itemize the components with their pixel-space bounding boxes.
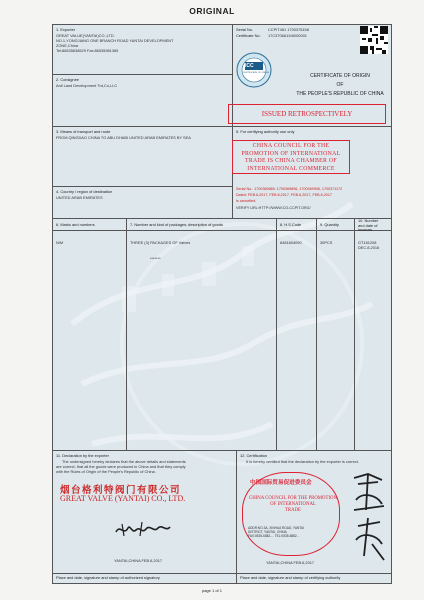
quantity-value: 30PCS	[320, 240, 333, 245]
divider	[52, 74, 232, 75]
invoice-date: DEC.8,2016	[358, 245, 380, 250]
serial-label: Serial No.	[236, 27, 254, 32]
ccpit-stamp-line: INTERNATIONAL COMMERCE	[247, 165, 335, 172]
divider	[354, 218, 355, 450]
col-invoice-header-line: and date of	[358, 222, 378, 228]
destination-label: 4. Country / region of destination	[56, 189, 113, 194]
exporter-label: 1. Exporter	[56, 27, 76, 32]
ccpit-stamp	[232, 140, 350, 174]
certno-label: Certificate No.	[236, 33, 261, 38]
declaration-label: 11. Declaration by the exporter	[56, 453, 109, 458]
ccpit-stamp-line: CHINA COUNCIL FOR THE	[252, 143, 330, 149]
hs-code-value: 8481804090	[280, 240, 302, 245]
seal-text-line: TRADE	[285, 508, 301, 513]
certifier-place-date: YANTAI,CHINA FEB.6,2017	[266, 560, 315, 565]
goods-stars: *******	[150, 256, 161, 261]
verify-url: VERIFY URL:HTTP://WWW.CO-CCPIT.ORG/	[236, 206, 311, 210]
dated-line: Dated: FEB.6,2017, FEB.6,2017, FEB.6,2017, FEB.6,2017	[236, 193, 332, 197]
seal-text-line: OF INTERNATIONAL	[270, 502, 316, 507]
divider	[126, 218, 127, 450]
divider	[52, 450, 392, 451]
consignee-line: Anil Land Development Trd,Co,LLC	[56, 83, 118, 88]
divider	[52, 126, 392, 127]
certifier-signature-label: Place and date, signature and stamp of certifying authority	[240, 575, 341, 580]
seal-address	[248, 526, 304, 539]
issued-retrospectively-stamp: ISSUED RETROSPECTIVELY	[228, 104, 386, 124]
certification-text: It is hereby certified that the declaration by the exporter is correct.	[246, 459, 359, 464]
certifying-use-label: 5. For certifying authority use only	[236, 129, 295, 134]
divider	[236, 450, 237, 584]
col-goods-header: 7. Number and kind of packages; description of goods	[130, 222, 223, 227]
certifier-signature	[348, 470, 390, 566]
divider	[276, 218, 277, 450]
qr-code	[360, 26, 388, 54]
cert-title-line: CERTIFICATE OF ORIGIN	[310, 73, 370, 79]
divider	[52, 218, 392, 219]
col-invoice-header-line: 10. Number	[358, 218, 379, 223]
cert-title-line: THE PEOPLE'S REPUBLIC OF CHINA	[296, 91, 384, 97]
exporter-line: ZONE,China	[56, 43, 79, 48]
seal-address-line: FAX:0535-6882-... TEL:0535-6882...	[248, 534, 300, 539]
divider	[52, 186, 232, 187]
col-quantity-header: 9. Quantity	[320, 222, 339, 227]
icc-logo-text: ICC	[245, 63, 254, 69]
col-invoice-header-line: invoices	[358, 227, 373, 233]
ccpit-stamp-line: PROMOTION OF INTERNATIONAL	[241, 150, 341, 157]
certificate-heading	[290, 72, 390, 99]
seal-address-line: DISTRICT, YANTAI, CHINA	[248, 530, 287, 535]
invoice-number: GT161208	[358, 240, 377, 245]
seal-chinese-text: 中国国际贸易促进委员会	[250, 480, 312, 486]
destination-value: UNITED ARAB EMIRATES	[56, 195, 103, 200]
page-footer: page 1 of 1	[201, 588, 223, 593]
serial-value: CCPIT461 1700375158	[268, 27, 309, 32]
company-chinese-name: 烟台格利特阀门有限公司	[60, 485, 182, 496]
ccpit-stamp-line: TRADE IS CHINA CHAMBER OF	[245, 158, 337, 164]
exporter-place-date: YANTAI,CHINA FEB.6,2017	[114, 558, 163, 563]
document-title: ORIGINAL	[189, 6, 235, 16]
company-english-name: GREAT VALVE (YANTAI) CO., LTD.	[60, 494, 186, 503]
icc-logo	[236, 52, 272, 88]
cert-title-line: OF	[336, 82, 344, 88]
serial-refs: Serial No.: 1700369889, 1700369896, 1700369908, 1700371172	[236, 187, 343, 191]
exporter-signature	[112, 518, 172, 540]
certno-value: 17C3706A1540/00001	[268, 33, 307, 38]
divider	[52, 573, 392, 574]
transport-route: FROM QINGDAO CHINA TO ABU DHABI UNITED ARAB EMIRATES BY SEA	[56, 135, 191, 140]
cancelled-line: is cancelled.	[236, 199, 257, 203]
marks-value: N/M	[56, 240, 64, 245]
certification-label: 12. Certification	[240, 453, 268, 458]
seal-address-line: ADDR:NO.3A, XINHUA ROAD, YANTAI	[248, 526, 304, 530]
declaration-line: with the Rules of Origin of the People's Republic of China.	[56, 469, 156, 474]
col-marks-header: 6. Marks and numbers	[56, 222, 95, 227]
divider	[316, 218, 317, 450]
seal-english-text	[248, 496, 338, 514]
goods-description: THREE (3) PACKAGES OF Valves	[130, 240, 191, 245]
exporter-signature-label: Place and date, signature and stamp of authorized signatory	[56, 575, 160, 580]
exporter-line: GREAT VALUE(YANTAI)CO.,LTD.	[56, 33, 115, 38]
declaration-line: The undersigned hereby declares that the above details and statements	[62, 459, 186, 464]
seal-text-line: CHINA COUNCIL FOR THE PROMOTION	[249, 496, 337, 501]
consignee-label: 2. Consignee	[56, 77, 79, 82]
col-invoice-header	[358, 219, 378, 233]
exporter-line: Tel:86535638529 Fax:86535981365	[56, 48, 119, 53]
declaration-line: are correct, that all the goods were produced in China and that they comply	[56, 464, 186, 469]
transport-label: 3. Means of transport and route	[56, 129, 111, 134]
col-hscode-header: 8. H.S.Code	[280, 222, 302, 227]
exporter-line: NO.1,YONGJIANG ONE BRANCH ROAD YANTAI DEVELOPMENT	[56, 38, 174, 43]
icc-logo-sub: CERTIFICATE OF ORIGIN	[243, 72, 270, 74]
